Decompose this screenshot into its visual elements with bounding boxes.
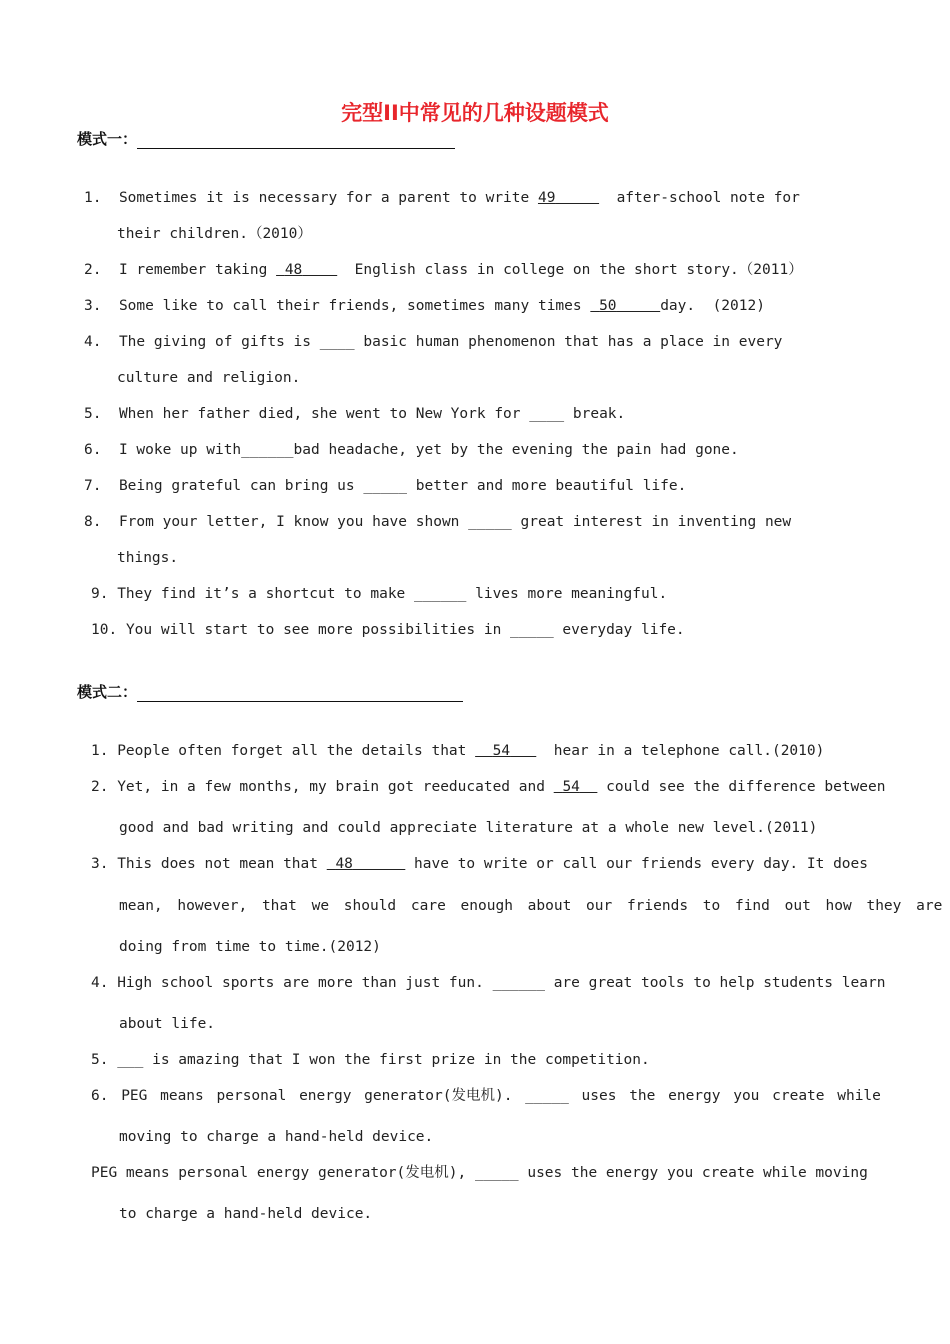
s1-item7-text: Being grateful can bring us _____ better and more beautiful life. — [118, 478, 687, 494]
s2-item6-line1 — [91, 1086, 881, 1106]
s1-item2-post: English class in college on the short story.（2011） — [354, 262, 803, 278]
s1-item1-line1 — [84, 188, 800, 208]
s1-item1-num: 1. — [84, 190, 102, 206]
s1-item10-text: You will start to see more possibilities in _____ everyday life. — [125, 622, 685, 638]
s1-item2-answer — [276, 262, 337, 278]
section2-label-text: 模式二： — [77, 683, 138, 701]
s1-item3 — [84, 296, 765, 316]
s2-item4-line2: about life. — [119, 1016, 216, 1032]
s2-item2-post: could see the difference between — [606, 779, 886, 795]
s1-item1-line2: their children.（2010） — [117, 226, 312, 242]
s2-item2-num: 2. — [91, 779, 109, 795]
s2-item3-line3: doing from time to time.(2012) — [119, 939, 381, 955]
section2-label — [77, 681, 463, 702]
section1-label — [77, 128, 455, 149]
s1-item3-num: 3. — [84, 298, 102, 314]
s2-item3-num: 3. — [91, 856, 109, 872]
s1-item8-line1 — [84, 512, 791, 532]
s2-item3-answer — [327, 856, 406, 872]
s2-item1 — [91, 741, 824, 761]
s2-item3-post: have to write or call our friends every day. It does — [414, 856, 868, 872]
s2-extra-line1: PEG means personal energy generator(发电机), _____ uses the energy you create while moving — [91, 1165, 868, 1181]
section2-rule — [137, 685, 463, 702]
s2-item5 — [91, 1050, 650, 1070]
s2-item3-answer-num: 48 — [335, 856, 353, 872]
s1-item1-text: Sometimes it is necessary for a parent to write — [118, 190, 538, 206]
s1-item8-line2: things. — [117, 550, 179, 566]
s1-item8-text: From your letter, I know you have shown _____ great interest in inventing new — [118, 514, 792, 530]
s1-item4-line2: culture and religion. — [117, 370, 301, 386]
s1-item7-num: 7. — [84, 478, 102, 494]
s2-item2-answer-num: 54 — [562, 779, 580, 795]
s2-item6-num: 6. — [91, 1088, 109, 1104]
s1-item2-num: 2. — [84, 262, 102, 278]
s1-item9-text: They find it’s a shortcut to make ______ lives more meaningful. — [117, 586, 668, 602]
s1-item7 — [84, 476, 686, 496]
s1-item3-answer-num: 50 — [599, 298, 617, 314]
s1-item6 — [84, 440, 739, 460]
section1-label-text: 模式一： — [77, 130, 138, 148]
s2-item1-answer — [475, 743, 536, 759]
s2-item6-line2: moving to charge a hand-held device. — [119, 1129, 434, 1145]
s2-item5-text: ___ is amazing that I won the first prize in the competition. — [117, 1052, 650, 1068]
s2-item5-num: 5. — [91, 1052, 109, 1068]
s1-item10-num: 10. — [91, 622, 118, 638]
s1-item2-pre: I remember taking — [118, 262, 277, 278]
s1-item5 — [84, 404, 625, 424]
s2-item1-num: 1. — [91, 743, 109, 759]
section1-rule — [137, 132, 455, 149]
s1-item4-text: The giving of gifts is ____ basic human phenomenon that has a place in every — [118, 334, 783, 350]
s1-item1-answer-num: 49 — [537, 190, 556, 206]
s2-item2-line2: good and bad writing and could appreciate literature at a whole new level.(2011) — [119, 820, 818, 836]
s1-item6-text: I woke up with______bad headache, yet by the evening the pain had gone. — [118, 442, 739, 458]
s2-item3-pre: This does not mean that — [117, 856, 327, 872]
s2-item6-text: PEG means personal energy generator(发电机). _____ uses the energy you create while — [121, 1088, 881, 1104]
s2-item2-line1 — [91, 777, 885, 797]
s2-item4-text: High school sports are more than just fun. ______ are great tools to help students learn — [117, 975, 886, 991]
s2-item2-pre: Yet, in a few months, my brain got reeducated and — [117, 779, 554, 795]
s1-item5-num: 5. — [84, 406, 102, 422]
s2-item1-answer-num: 54 — [492, 743, 511, 759]
s1-item1-text-after: after-school note for — [616, 190, 800, 206]
page-title: 完型II中常见的几种设题模式 — [341, 101, 609, 125]
s2-item1-post: hear in a telephone call.(2010) — [553, 743, 825, 759]
s1-item9 — [91, 584, 667, 604]
s1-item6-num: 6. — [84, 442, 102, 458]
s1-item2-answer-num: 48 — [284, 262, 303, 278]
s2-item3-line1 — [91, 854, 868, 874]
s1-item9-num: 9. — [91, 586, 109, 602]
s1-item1-answer — [538, 190, 599, 206]
s1-item5-text: When her father died, she went to New York for ____ break. — [118, 406, 626, 422]
s2-item4-num: 4. — [91, 975, 109, 991]
s2-item1-pre: People often forget all the details that — [117, 743, 476, 759]
s2-item4-line1 — [91, 973, 885, 993]
s1-item3-post: day. (2012) — [660, 298, 765, 314]
s1-item3-pre: Some like to call their friends, sometimes many times — [118, 298, 591, 314]
s1-item10 — [91, 620, 685, 640]
s2-extra-line2: to charge a hand-held device. — [119, 1206, 373, 1222]
s2-item3-line2: mean, however, that we should care enough about our friends to find out how they are — [119, 898, 943, 914]
s1-item2 — [84, 260, 803, 280]
s1-item3-answer — [590, 298, 660, 314]
s1-item4-line1 — [84, 332, 782, 352]
s2-item2-answer — [554, 779, 598, 795]
s1-item4-num: 4. — [84, 334, 102, 350]
s1-item8-num: 8. — [84, 514, 102, 530]
